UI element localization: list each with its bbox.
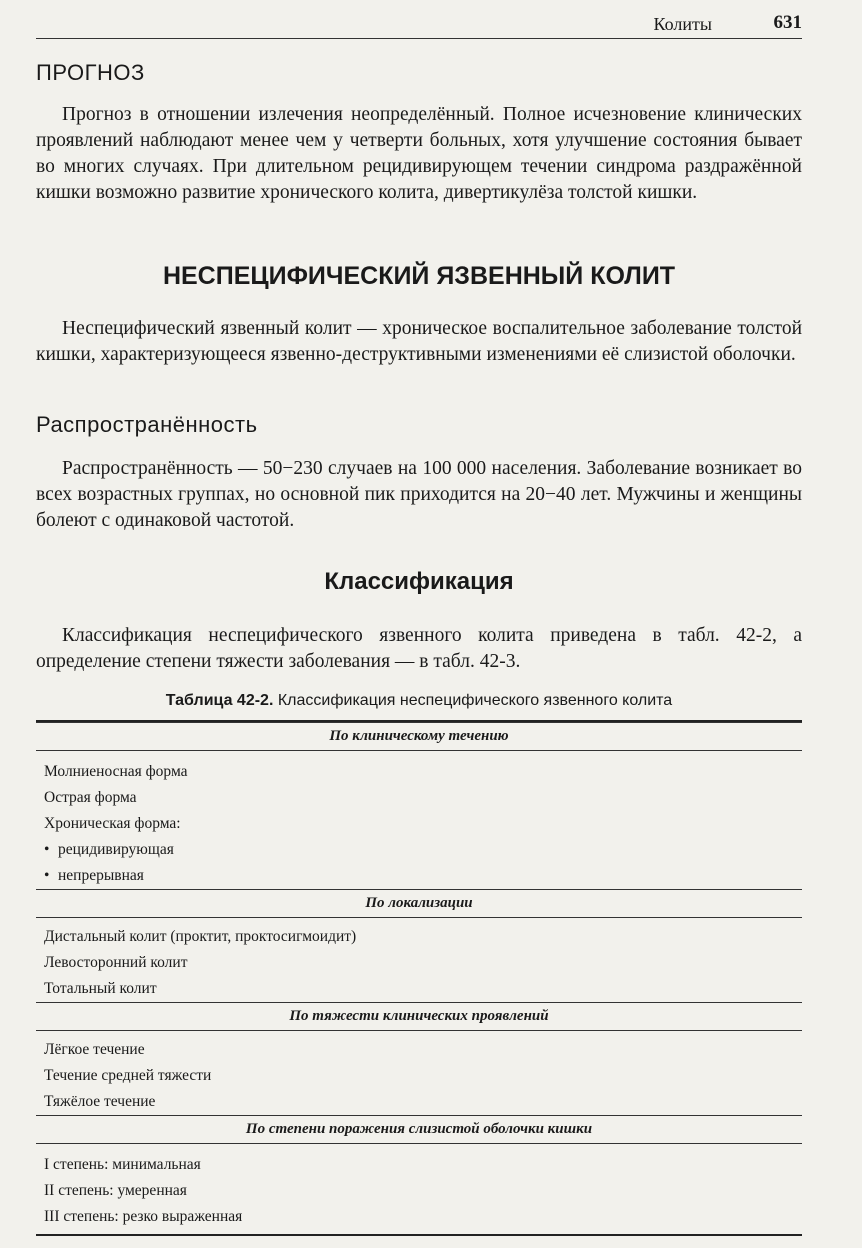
table-section-header: По тяжести клинических проявлений	[36, 1002, 802, 1031]
classification-table	[36, 720, 802, 1236]
running-head	[36, 10, 802, 40]
table-row: Острая форма	[44, 789, 137, 806]
table-row: II степень: умеренная	[44, 1182, 187, 1199]
prognosis-heading: ПРОГНОЗ	[36, 60, 145, 85]
table-row: Тотальный колит	[44, 980, 157, 997]
table-row: I степень: минимальная	[44, 1156, 201, 1173]
classification-heading: Классификация	[324, 568, 514, 595]
table-row: III степень: резко выраженная	[44, 1208, 243, 1225]
prevalence-heading: Распространённость	[36, 412, 258, 437]
table-row: Течение средней тяжести	[44, 1067, 212, 1084]
prognosis-paragraph: Прогноз в отношении излечения неопределённый. Полное исчезновение клинических проявлений наблюдают менее чем у четверти больных, хотя улучшение состояния бывает во многих случаях. При длительном рецидивирующем течении синдрома раздражённой кишки возможно развитие хронического колита, дивертикулёза толстой кишки.	[36, 104, 802, 203]
bullet-icon: •	[44, 841, 50, 858]
table-row: Тяжёлое течение	[44, 1093, 156, 1110]
table-section-header: По степени поражения слизистой оболочки кишки	[36, 1115, 802, 1144]
page-number: 631	[773, 12, 802, 33]
table-bullet-text: непрерывная	[58, 867, 144, 884]
table-row: Молниеносная форма	[44, 763, 188, 780]
table-caption	[36, 692, 802, 710]
table-bullet-row	[36, 837, 802, 863]
table-bullet-text: рецидивирующая	[58, 841, 174, 858]
header-rule	[36, 38, 802, 39]
bullet-icon: •	[44, 867, 50, 884]
table-bullet-row	[36, 863, 802, 889]
prevalence-paragraph: Распространённость — 50−230 случаев на 100 000 населения. Заболевание возникает во всех возрастных группах, но основной пик приходится на 20−40 лет. Мужчины и женщины болеют с одинаковой частотой.	[36, 458, 802, 531]
table-row: Хроническая форма:	[44, 815, 181, 832]
table-section-header: По локализации	[36, 889, 802, 918]
uc-definition-paragraph: Неспецифический язвенный колит — хроническое воспалительное заболевание толстой кишки, характеризующееся язвенно-деструктивными изменениями её слизистой оболочки.	[36, 318, 802, 365]
table-section-header: По клиническому течению	[36, 722, 802, 751]
table-row: Левосторонний колит	[44, 954, 188, 971]
table-caption-label: Таблица 42-2.	[165, 692, 274, 709]
table-caption-text: Классификация неспецифического язвенного колита	[277, 692, 673, 709]
running-head-section: Колиты	[653, 14, 712, 34]
uc-heading: НЕСПЕЦИФИЧЕСКИЙ ЯЗВЕННЫЙ КОЛИТ	[162, 262, 676, 290]
table-row: Лёгкое течение	[44, 1041, 145, 1058]
table-row: Дистальный колит (проктит, проктосигмоидит)	[44, 928, 357, 945]
table-bottom-rule	[36, 1234, 802, 1236]
classification-paragraph: Классификация неспецифического язвенного колита приведена в табл. 42-2, а определение степени тяжести заболевания — в табл. 42-3.	[36, 625, 802, 672]
